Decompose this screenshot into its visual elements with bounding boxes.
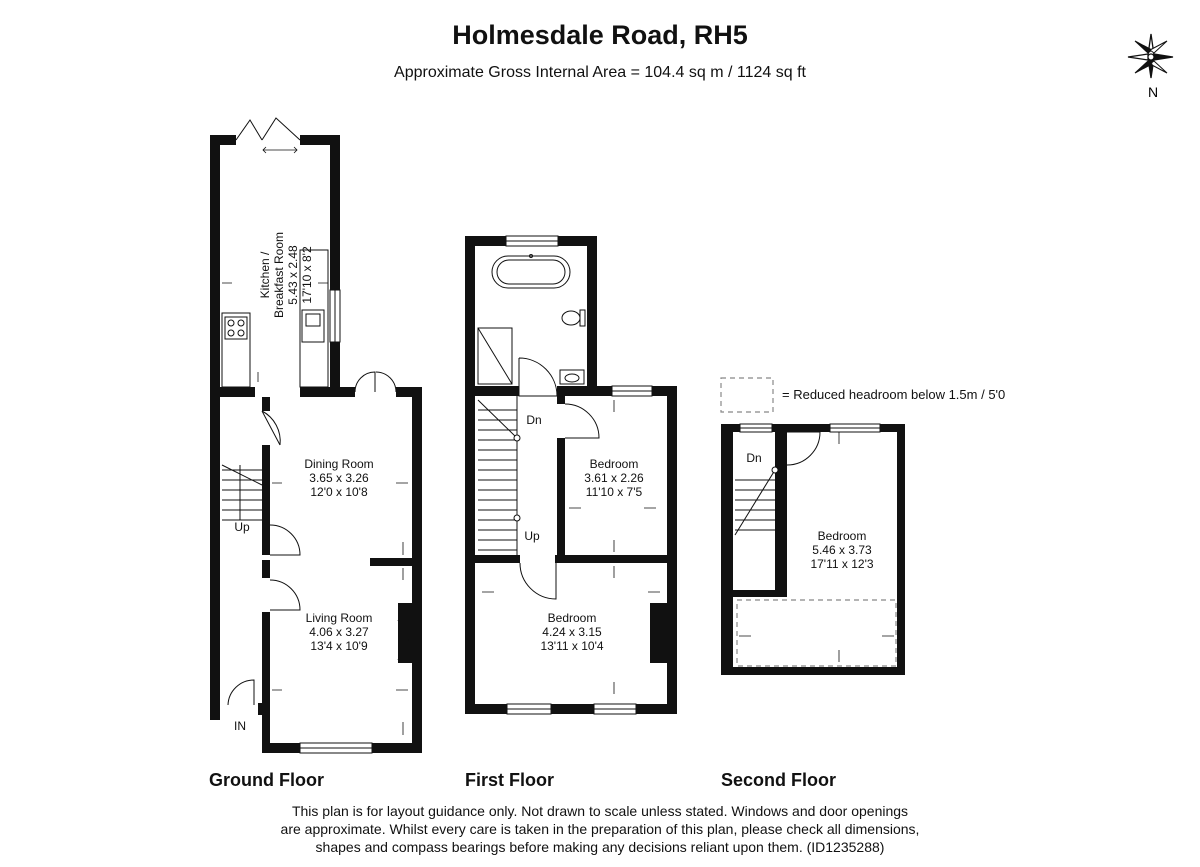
second-stairs-down-label: Dn (746, 451, 762, 465)
compass-north-label: N (1147, 84, 1159, 100)
kitchen-name-line2: Breakfast Room (272, 231, 286, 319)
first-bedroom-large-name: Bedroom (547, 611, 597, 625)
entrance-label: IN (234, 719, 246, 733)
second-floor-fixtures (735, 424, 880, 535)
living-room-metric: 4.06 x 3.27 (309, 625, 369, 639)
first-bedroom-small-name: Bedroom (589, 457, 639, 471)
reduced-headroom-legend-label: = Reduced headroom below 1.5m / 5'0 (782, 387, 1006, 402)
first-bedroom-small-imperial: 11'10 x 7'5 (585, 485, 643, 499)
first-bedroom-small-metric: 3.61 x 2.26 (584, 471, 644, 485)
kitchen-metric: 5.43 x 2.48 (286, 245, 300, 305)
first-stairs-down-label: Dn (526, 413, 542, 427)
compass-icon (1128, 34, 1173, 78)
first-floor-label: First Floor (465, 770, 554, 790)
first-stairs-up-label: Up (524, 529, 540, 543)
first-bedroom-large-metric: 4.24 x 3.15 (542, 625, 602, 639)
reduced-headroom-area (737, 600, 896, 666)
second-bedroom-metric: 5.46 x 3.73 (812, 543, 872, 557)
gross-area-subtitle: Approximate Gross Internal Area = 104.4 sq m / 1124 sq ft (394, 64, 806, 81)
ground-floor-plan (210, 135, 422, 753)
second-bedroom-name: Bedroom (817, 529, 867, 543)
page-title: Holmesdale Road, RH5 (452, 20, 748, 50)
living-room-imperial: 13'4 x 10'9 (310, 639, 368, 653)
first-bedroom-large-imperial: 13'11 x 10'4 (540, 639, 604, 653)
living-room-name: Living Room (305, 611, 373, 625)
ground-stairs-up-label: Up (234, 520, 250, 534)
dining-room-imperial: 12'0 x 10'8 (310, 485, 368, 499)
disclaimer (0, 802, 1200, 856)
second-bedroom-imperial: 17'11 x 12'3 (810, 557, 874, 571)
kitchen-imperial: 17'10 x 8'2 (300, 246, 314, 304)
ground-floor-label: Ground Floor (209, 770, 324, 790)
disclaimer-line-1: This plan is for layout guidance only. Not drawn to scale unless stated. Windows and door openings (291, 803, 909, 819)
disclaimer-line-2: are approximate. Whilst every care is taken in the preparation of this plan, please check all dimensions, (280, 821, 920, 837)
reduced-headroom-legend-swatch (721, 378, 773, 412)
kitchen-name-line1: Kitchen / (258, 251, 272, 299)
disclaimer-line-3: shapes and compass bearings before making any decisions reliant upon them. (ID1235288) (315, 839, 885, 855)
dining-room-metric: 3.65 x 3.26 (309, 471, 369, 485)
ground-floor-fixtures (222, 118, 408, 753)
second-floor-label: Second Floor (721, 770, 837, 790)
dining-room-name: Dining Room (304, 457, 374, 471)
